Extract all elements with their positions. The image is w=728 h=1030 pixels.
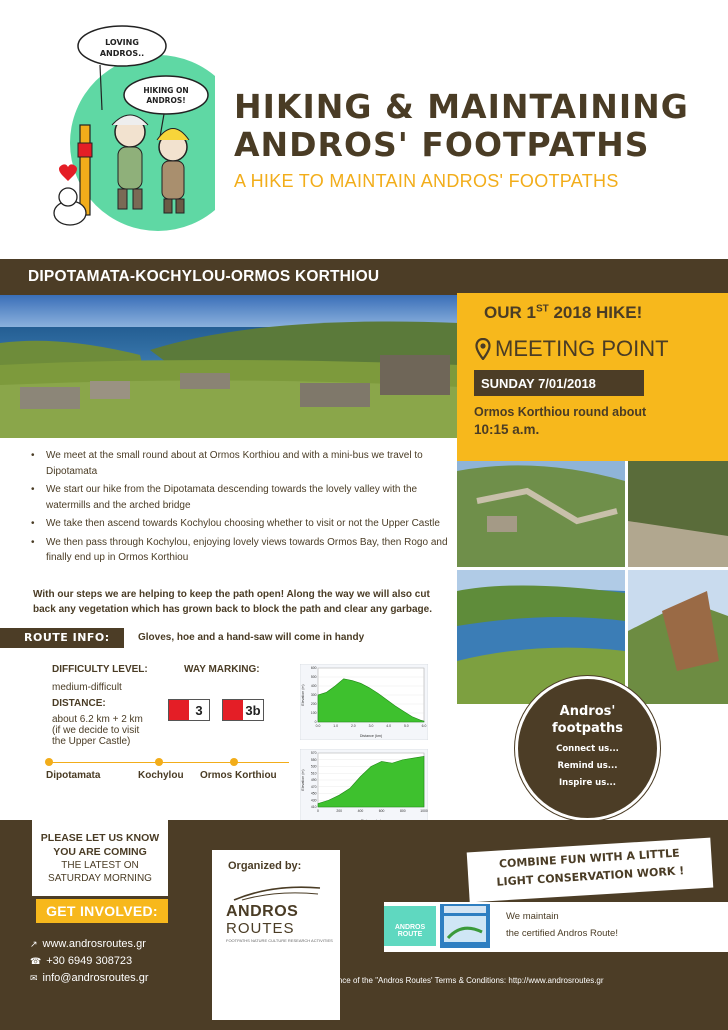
y-tick-label: 530 <box>310 764 317 769</box>
y-tick-label: 470 <box>310 784 317 789</box>
equipment-note: Gloves, hoe and a hand-saw will come in handy <box>138 632 365 643</box>
terms-text: Taking part in hikes implies acceptance of the "Andros Routes' Terms & Conditions: http://www.androsroutes.gr <box>212 976 604 985</box>
mail-icon: ✉ <box>30 972 38 983</box>
x-tick-label: 400 <box>357 809 364 813</box>
distance-line-1: about 6.2 km + 2 km <box>52 714 143 725</box>
organized-by-label: Organized by: <box>228 860 302 872</box>
title-line-2: ANDROS' FOOTPATHS <box>234 125 650 164</box>
certified-route-box <box>384 902 728 952</box>
x-tick-label: 0 <box>317 809 319 813</box>
y-tick-label: 510 <box>310 771 317 776</box>
organizer-box <box>212 850 340 1020</box>
y-tick-label: 450 <box>310 791 317 796</box>
way-marking-label: WAY MARKING: <box>184 664 260 675</box>
footpaths-title-line-1: Andros' <box>559 704 616 719</box>
footpaths-badge <box>515 676 660 821</box>
y-tick-label: 600 <box>310 666 317 671</box>
elevation-chart-1 <box>300 664 428 740</box>
footpaths-title <box>518 703 657 737</box>
contact-phone[interactable] <box>30 955 132 967</box>
certified-line-2: the certified Andros Route! <box>506 928 618 939</box>
distance-line-3: the Upper Castle) <box>52 736 131 747</box>
stop-ormos-korthiou: Ormos Korthiou <box>200 770 277 781</box>
timeline-dot <box>155 758 163 766</box>
difficulty-value: medium-difficult <box>52 682 122 693</box>
leading-quality-trails-icon <box>440 904 490 948</box>
rsvp-line-3: THE LATEST ON <box>61 860 139 871</box>
y-tick-label: 300 <box>310 693 317 698</box>
way-mark-label: 3b <box>245 703 261 718</box>
footpaths-line-2: Remind us... <box>557 761 618 771</box>
hike-title-suffix: 2018 HIKE! <box>548 303 643 322</box>
meeting-details <box>474 403 674 439</box>
y-tick-label: 410 <box>310 805 317 810</box>
meeting-location: Ormos Korthiou round about <box>474 405 647 419</box>
x-tick-label: 0.0 <box>315 724 321 728</box>
rsvp-deadline <box>32 859 168 885</box>
contact-email[interactable] <box>30 972 149 984</box>
list-item: • We meet at the small round about at Ormos Korthiou and with a mini-bus we travel to Dipotamata <box>28 448 448 479</box>
signpost <box>80 125 90 215</box>
phone-number[interactable]: +30 6949 308723 <box>46 955 133 967</box>
contact-website[interactable] <box>30 938 146 950</box>
distance-line-2: (if we decide to visit <box>52 725 140 736</box>
route-info-tab: ROUTE INFO: <box>0 628 124 648</box>
way-mark-label: 3 <box>195 703 203 718</box>
rsvp-heading <box>32 831 168 859</box>
hike-date: SUNDAY 7/01/2018 <box>474 370 644 396</box>
website-link[interactable]: www.androsroutes.gr <box>42 938 146 950</box>
y-tick-label: 550 <box>310 757 317 762</box>
hike-title-prefix: OUR 1 <box>484 303 536 322</box>
difficulty-label: DIFFICULTY LEVEL: <box>52 664 148 675</box>
timeline-dot <box>230 758 238 766</box>
y-tick-label: 400 <box>310 684 317 689</box>
way-mark-3b <box>222 699 264 721</box>
bubble-1-text: LOVING ANDROS.. <box>99 38 145 58</box>
chart-1-xlabel: Distance (km) <box>359 734 383 738</box>
x-tick-label: 1.0 <box>333 724 339 728</box>
y-tick-label: 490 <box>310 778 317 783</box>
org-name-1: ANDROS <box>226 903 299 920</box>
meeting-point <box>475 336 669 362</box>
photo-collage <box>457 461 728 704</box>
page-subtitle: A HIKE TO MAINTAIN ANDROS' FOOTPATHS <box>234 171 619 191</box>
list-item: • We take then ascend towards Kochylou choosing whether to visit or not the Upper Castle <box>28 516 448 532</box>
landscape-photo <box>0 295 460 438</box>
list-item: • We then pass through Kochylou, enjoying lovely views towards Ormos Bay, then Rogo and finally end up in Ormos Korthiou <box>28 535 448 566</box>
x-tick-label: 200 <box>336 809 343 813</box>
rsvp-line-4: SATURDAY MORNING <box>48 873 152 884</box>
heart-icon <box>59 164 77 181</box>
cursor-arrow-icon: ↗ <box>30 938 38 949</box>
description-list <box>28 448 448 569</box>
description-note: With our steps we are helping to keep the path open! Along the way we will also cut back any vegetation which has grown back to block the path and clear any garbage. <box>33 589 432 615</box>
rsvp-line-2: YOU ARE COMING <box>53 846 147 858</box>
slogan-line-1: COMBINE FUN WITH A LITTLE <box>498 846 680 871</box>
certified-line-1: We maintain <box>506 911 559 922</box>
y-tick-label: 500 <box>310 675 317 680</box>
email-link[interactable]: info@androsroutes.gr <box>42 972 149 984</box>
rsvp-box <box>32 820 168 896</box>
org-tagline: FOOTPATHS NATURE CULTURE RESEARCH ACTIVITIES <box>226 938 333 943</box>
x-tick-label: 2.0 <box>350 724 356 728</box>
list-item: • We start our hike from the Dipotamata descending towards the lovely valley with the watermills and the arched bridge <box>28 482 448 513</box>
slogan-line-2: LIGHT CONSERVATION WORK ! <box>496 864 685 889</box>
elevation-chart-2 <box>300 749 428 825</box>
meeting-time: 10:15 a.m. <box>474 422 540 437</box>
distance-value <box>52 714 143 747</box>
x-tick-label: 6.0 <box>421 724 427 728</box>
hike-info-panel <box>457 293 728 461</box>
route-title: DIPOTAMATA-KOCHYLOU-ORMOS KORTHIOU <box>28 268 380 285</box>
chart-2-ylabel: Elevation (m) <box>301 769 305 791</box>
x-tick-label: 4.0 <box>386 724 392 728</box>
route-timeline <box>49 762 289 763</box>
chart-1-ylabel: Elevation (m) <box>301 684 305 706</box>
footpaths-line-1: Connect us... <box>556 744 619 754</box>
bubble-2-text: HIKING ON ANDROS! <box>143 86 189 105</box>
x-tick-label: 3.0 <box>368 724 374 728</box>
timeline-dot <box>45 758 53 766</box>
stop-kochylou: Kochylou <box>138 770 184 781</box>
andros-routes-logo-icon <box>232 882 322 902</box>
y-tick-label: 0 <box>314 720 317 725</box>
footpaths-line-3: Inspire us... <box>559 778 616 788</box>
certified-text <box>506 908 618 942</box>
stop-dipotamata: Dipotamata <box>46 770 101 781</box>
page-title <box>234 88 714 164</box>
hike-title <box>484 303 642 323</box>
badge-label: ANDROS ROUTE <box>394 924 426 938</box>
hike-title-sup: ST <box>535 303 549 315</box>
title-line-1: HIKING & MAINTAINING <box>234 87 689 126</box>
location-pin-icon <box>475 338 491 360</box>
y-tick-label: 100 <box>310 711 317 716</box>
rsvp-line-1: PLEASE LET US KNOW <box>40 832 160 844</box>
org-name-2: ROUTES <box>226 920 295 937</box>
x-tick-label: 5.0 <box>403 724 409 728</box>
route-title-bar <box>0 259 728 295</box>
y-tick-label: 430 <box>310 798 317 803</box>
get-involved-label: GET INVOLVED: <box>36 899 168 923</box>
phone-icon: ☎ <box>30 955 42 966</box>
x-tick-label: 600 <box>378 809 385 813</box>
distance-label: DISTANCE: <box>52 698 106 709</box>
way-mark-3 <box>168 699 210 721</box>
x-tick-label: 1000 <box>420 809 428 813</box>
footpaths-title-line-2: footpaths <box>551 721 624 736</box>
andros-route-badge <box>384 906 436 946</box>
meeting-point-label: MEETING POINT <box>495 336 669 361</box>
y-tick-label: 570 <box>310 751 317 756</box>
x-tick-label: 800 <box>399 809 406 813</box>
y-tick-label: 200 <box>310 702 317 707</box>
